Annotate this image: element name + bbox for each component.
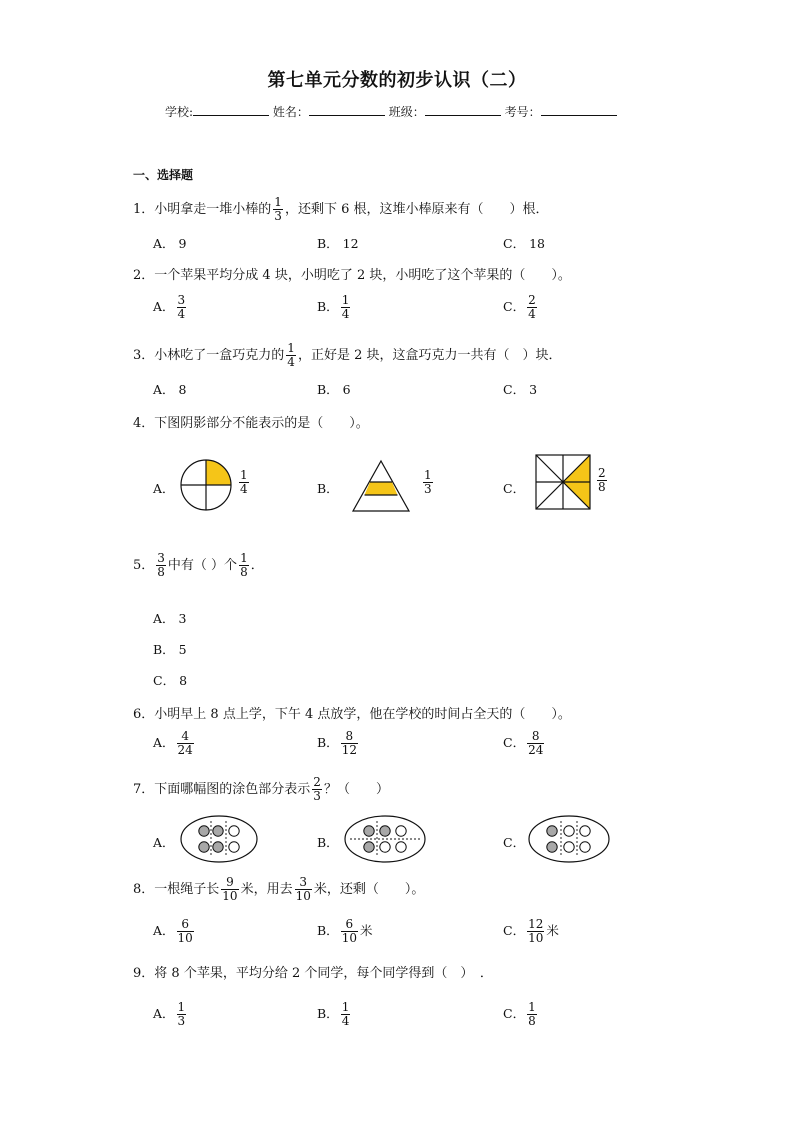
- question-4: 4．下图阴影部分不能表示的是（ ）。: [133, 416, 369, 431]
- q3-option-c[interactable]: C． 3: [503, 382, 538, 397]
- q6-option-c[interactable]: C． $\frac{8}{24}$: [503, 729, 544, 757]
- shaded-dot: [364, 826, 374, 836]
- section-heading: 一、选择题: [133, 168, 194, 182]
- empty-dot: [229, 826, 239, 836]
- q9-option-b[interactable]: B． $\frac{1}{4}$: [317, 1000, 350, 1028]
- q1-option-c[interactable]: C． 18: [503, 236, 545, 251]
- fraction: $\frac{1}{4}$: [287, 341, 295, 369]
- q7-option-c-label[interactable]: C．: [503, 835, 526, 850]
- quartered-circle-figure: [180, 459, 232, 511]
- empty-dot: [396, 826, 406, 836]
- empty-dot: [396, 842, 406, 852]
- q4-fraction-a: $\frac{1}{4}$: [240, 468, 248, 496]
- empty-dot: [580, 826, 590, 836]
- student-info-row: [165, 103, 617, 120]
- q4-option-b-label[interactable]: B．: [317, 481, 339, 496]
- empty-dot: [380, 842, 390, 852]
- question-2: 2．一个苹果平均分成 4 块，小明吃了 2 块，小明吃了这个苹果的（ ）。: [133, 268, 571, 283]
- oval-dots-figure-a: [180, 815, 258, 863]
- question-text: ，还剩下 6 根，这堆小棒原来有（ ）根．: [284, 202, 549, 217]
- q9-option-c[interactable]: C． $\frac{1}{8}$: [503, 1000, 536, 1028]
- empty-dot: [229, 842, 239, 852]
- name-blank[interactable]: [309, 103, 385, 116]
- question-text: 小明拿走一堆小棒的: [154, 202, 272, 217]
- question-3: 3．小林吃了一盒巧克力的 $\frac{1}{4}$ ，正好是 2 块，这盒巧克力一共有（ ）块．: [133, 341, 562, 369]
- q3-option-b[interactable]: B． 6: [317, 382, 351, 397]
- q1-option-a[interactable]: A． 9: [153, 236, 187, 251]
- question-8: 8．一根绳子长 $\frac{9}{10}$ 米，用去 $\frac{3}{10}$ 米，还剩（ ）。: [133, 875, 425, 903]
- q2-option-b[interactable]: B． $\frac{1}{4}$: [317, 293, 350, 321]
- school-label: 学校:: [165, 105, 194, 119]
- q6-option-b[interactable]: B． $\frac{8}{12}$: [317, 729, 357, 757]
- shaded-dot: [364, 842, 374, 852]
- question-5: 5． $\frac{3}{8}$ 中有（ ）个 $\frac{1}{8}$ ．: [133, 551, 264, 579]
- triangle-figure: [352, 460, 410, 512]
- school-blank[interactable]: [193, 103, 269, 116]
- q7-option-b-label[interactable]: B．: [317, 835, 339, 850]
- oval-dots-figure-c: [528, 815, 610, 863]
- empty-dot: [564, 842, 574, 852]
- oval-dots-figure-b: [344, 815, 426, 863]
- q9-option-a[interactable]: A． $\frac{1}{3}$: [153, 1000, 186, 1028]
- q8-option-b[interactable]: B． $\frac{6}{10}$ 米: [317, 917, 373, 945]
- q5-option-c[interactable]: C． 8: [153, 673, 188, 688]
- number-label: 考号：: [504, 105, 541, 119]
- q7-option-a-label[interactable]: A．: [153, 835, 175, 850]
- shaded-dot: [213, 842, 223, 852]
- class-label: 班级：: [388, 105, 425, 119]
- q6-option-a[interactable]: A． $\frac{4}{24}$: [153, 729, 193, 757]
- q5-option-b[interactable]: B． 5: [153, 642, 187, 657]
- fraction: $\frac{1}{3}$: [274, 195, 282, 223]
- shaded-dot: [213, 826, 223, 836]
- q1-option-b[interactable]: B． 12: [317, 236, 359, 251]
- question-9: 9．将 8 个苹果，平均分给 2 个同学，每个同学得到（ ） ．: [133, 966, 493, 981]
- question-number: 1．: [133, 202, 155, 217]
- q2-option-a[interactable]: A． $\frac{3}{4}$: [153, 293, 186, 321]
- q8-option-c[interactable]: C． $\frac{12}{10}$ 米: [503, 917, 559, 945]
- question-6: 6．小明早上 8 点上学，下午 4 点放学，他在学校的时间占全天的（ ）。: [133, 707, 571, 722]
- q4-fraction-b: $\frac{1}{3}$: [424, 468, 432, 496]
- shaded-dot: [547, 826, 557, 836]
- q4-fraction-c: $\frac{2}{8}$: [598, 466, 606, 494]
- page-title: 第七单元分数的初步认识（二）: [267, 70, 527, 91]
- shaded-dot: [199, 826, 209, 836]
- shaded-band: [365, 482, 398, 495]
- class-blank[interactable]: [425, 103, 501, 116]
- oval-outline: [345, 816, 425, 862]
- q8-option-a[interactable]: A． $\frac{6}{10}$: [153, 917, 193, 945]
- square-eighths-figure: [535, 454, 591, 510]
- shaded-dot: [547, 842, 557, 852]
- q5-option-a[interactable]: A． 3: [153, 611, 187, 626]
- oval-outline: [181, 816, 257, 862]
- number-blank[interactable]: [541, 103, 617, 116]
- shaded-dot: [199, 842, 209, 852]
- empty-dot: [580, 842, 590, 852]
- shaded-dot: [380, 826, 390, 836]
- question-7: 7．下面哪幅图的涂色部分表示 $\frac{2}{3}$ ？（ ）: [133, 775, 389, 803]
- q4-option-a-label[interactable]: A．: [153, 481, 175, 496]
- name-label: 姓名：: [272, 105, 309, 119]
- question-1: [133, 196, 548, 223]
- q2-option-c[interactable]: C． $\frac{2}{4}$: [503, 293, 536, 321]
- q3-option-a[interactable]: A． 8: [153, 382, 187, 397]
- oval-outline: [529, 816, 609, 862]
- q4-option-c-label[interactable]: C．: [503, 481, 526, 496]
- empty-dot: [564, 826, 574, 836]
